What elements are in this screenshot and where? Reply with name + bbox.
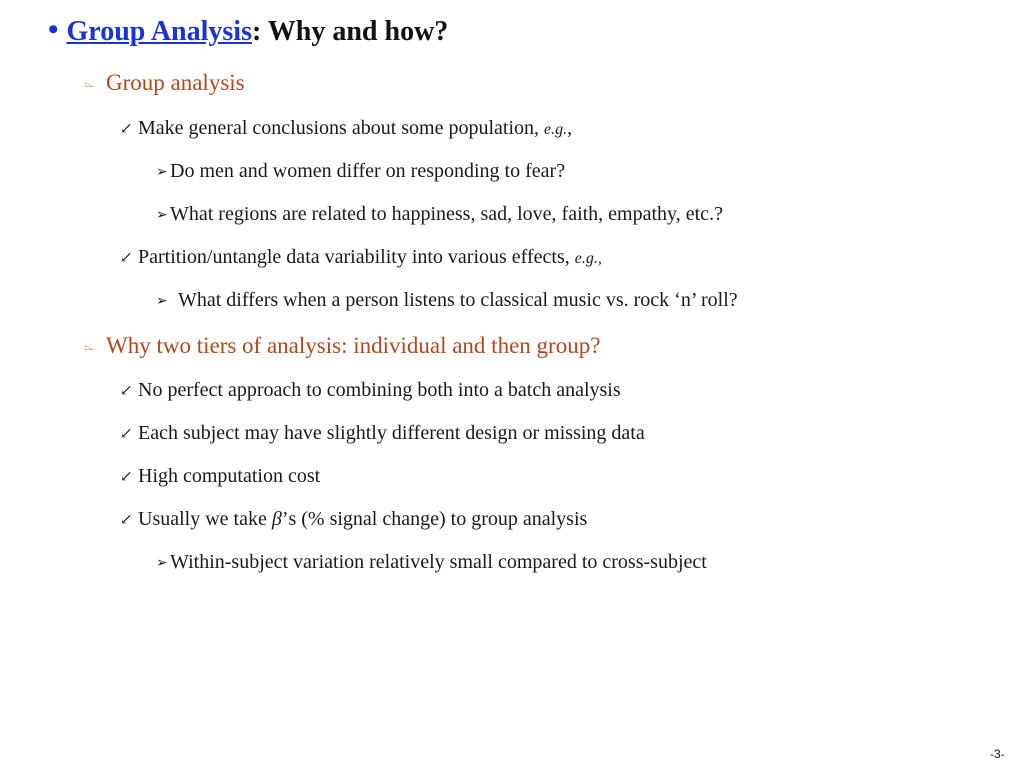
- bullet-different-design: ↙ Each subject may have slightly different design or missing data: [120, 422, 645, 444]
- arrowhead-right-icon: ➢: [156, 556, 168, 571]
- arrowhead-right-icon: ➢: [156, 294, 168, 309]
- bullet-computation-cost: ↙ High computation cost: [120, 465, 321, 487]
- section-label: Why two tiers of analysis: individual and then group?: [106, 333, 601, 358]
- arrow-down-left-icon: ↙: [120, 512, 133, 528]
- section-two-tiers: [84, 333, 600, 359]
- section-group-analysis: [84, 70, 245, 96]
- arrow-down-left-icon: ↙: [120, 469, 133, 485]
- subbullet-classical-rock: ➢ What differs when a person listens to classical music vs. rock ‘n’ roll?: [156, 289, 738, 311]
- hourglass-icon: ⌳: [84, 338, 95, 353]
- arrowhead-right-icon: ➢: [156, 208, 168, 223]
- hourglass-icon: ⌳: [84, 75, 95, 90]
- bullet-take-betas: ↙ Usually we take β’s (% signal change) to group analysis: [120, 508, 588, 530]
- bullet-partition: ↙ Partition/untangle data variability into various effects, e.g.,: [120, 246, 602, 268]
- subbullet-regions: ➢ What regions are related to happiness, sad, love, faith, empathy, etc.?: [156, 203, 723, 225]
- page-number: -3-: [990, 747, 1005, 761]
- section-label: Group analysis: [106, 70, 245, 95]
- arrow-down-left-icon: ↙: [120, 250, 133, 266]
- title-rest: : Why and how?: [251, 16, 449, 47]
- subbullet-men-women: ➢ Do men and women differ on responding to fear?: [156, 160, 566, 182]
- arrow-down-left-icon: ↙: [120, 426, 133, 442]
- group-analysis-link[interactable]: Group Analysis: [66, 16, 252, 47]
- slide-title: [48, 14, 448, 48]
- subbullet-within-subject: ➢ Within-subject variation relatively small compared to cross-subject: [156, 551, 707, 573]
- arrow-down-left-icon: ↙: [120, 121, 133, 137]
- bullet-no-perfect-approach: ↙ No perfect approach to combining both into a batch analysis: [120, 379, 621, 401]
- bullet-general-conclusions: ↙ Make general conclusions about some population, e.g.,: [120, 117, 573, 139]
- arrow-down-left-icon: ↙: [120, 383, 133, 399]
- arrowhead-right-icon: ➢: [156, 165, 168, 180]
- title-bullet: •: [48, 13, 59, 46]
